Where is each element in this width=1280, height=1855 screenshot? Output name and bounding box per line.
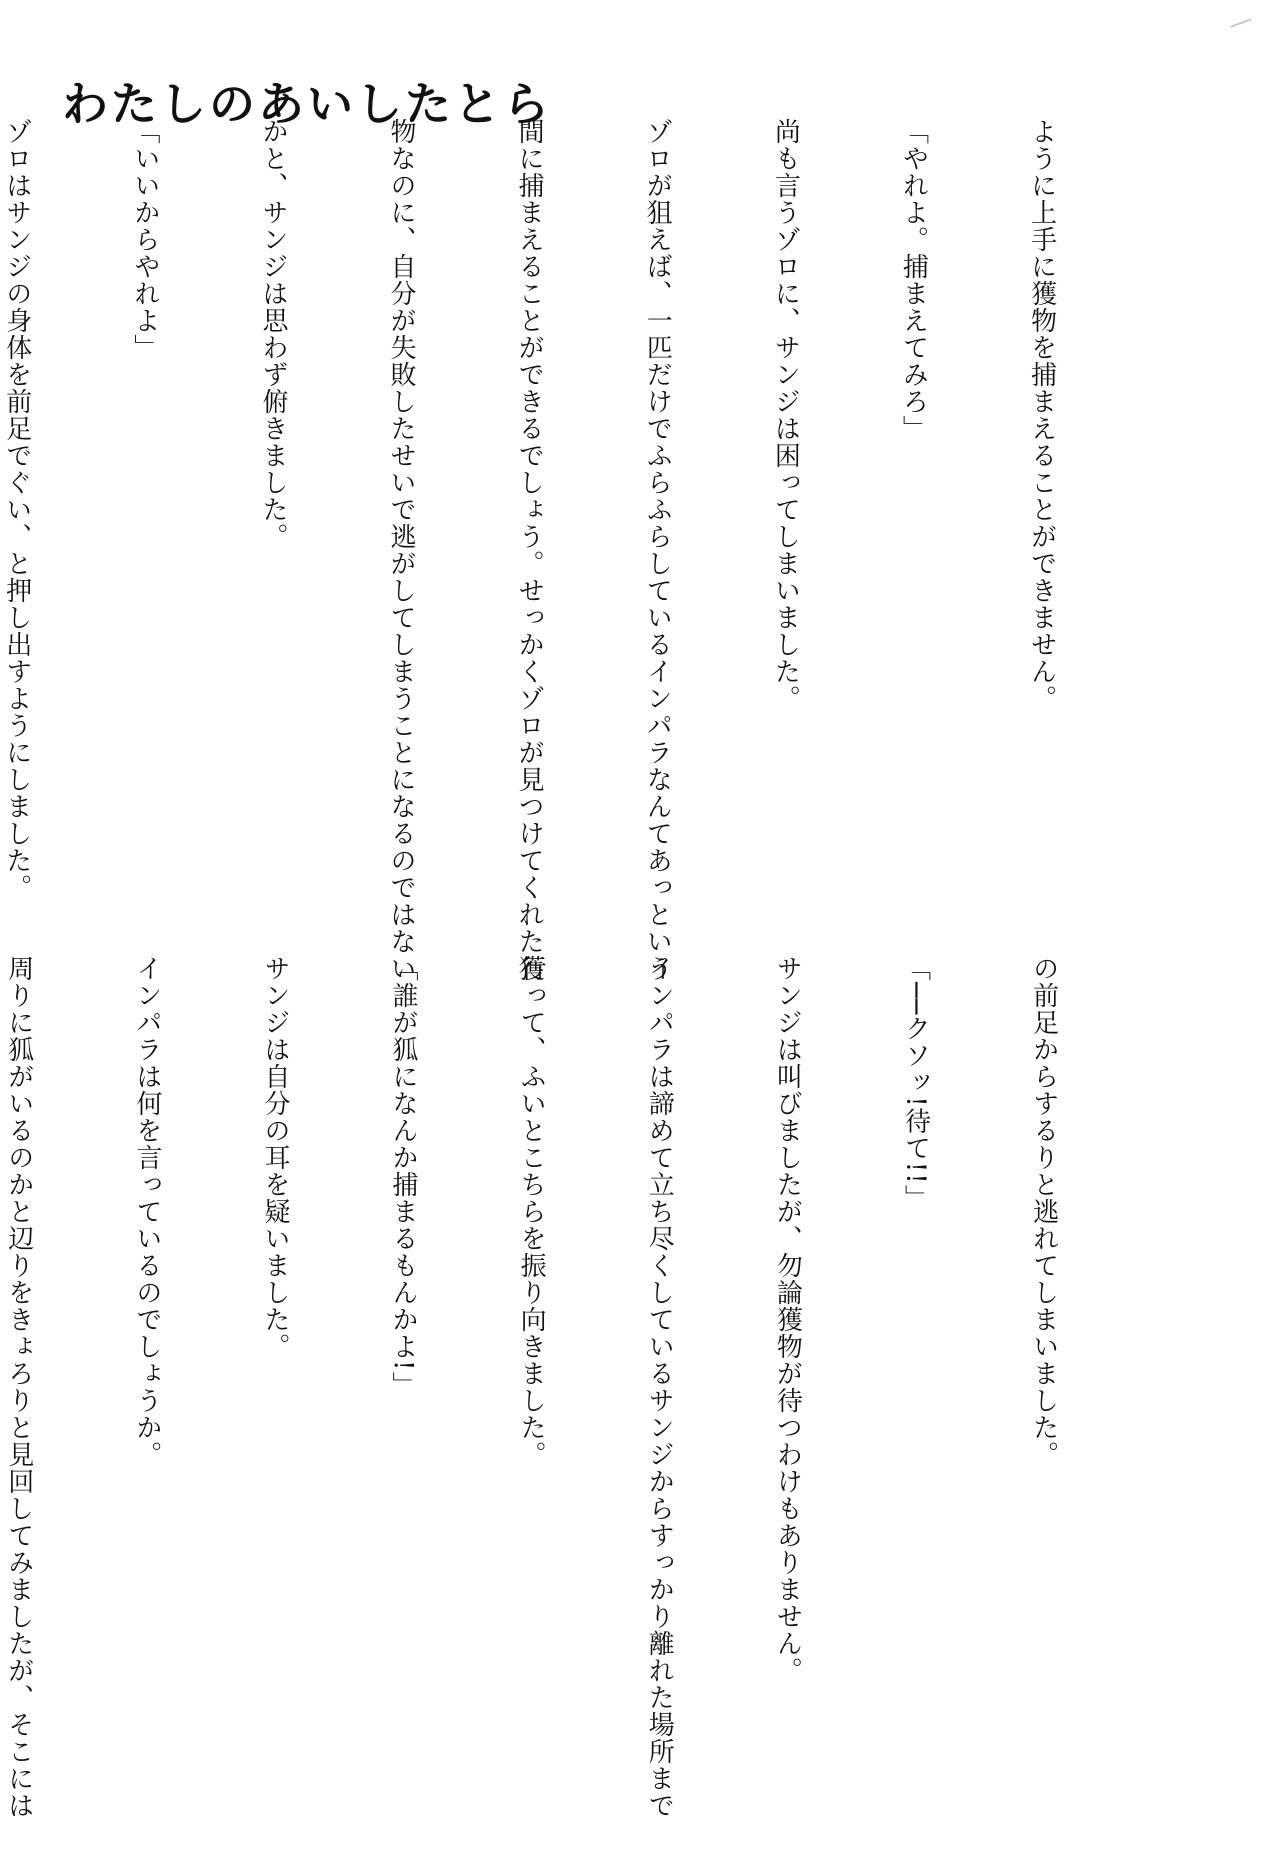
text-line: ゾロが狙えば、一匹だけでふらふらしているインパラなんてあっという bbox=[642, 118, 673, 982]
text-line: ゾロはサンジの身体を前足でぐい、と押し出すようにしました。 bbox=[1, 118, 32, 901]
scan-mark bbox=[1230, 18, 1251, 27]
text-line: 物なのに、自分が失敗したせいで逃がしてしまうことになるのではない bbox=[386, 118, 417, 982]
text-line: サンジは叫びましたが、勿論獲物が待つわけもありません。 bbox=[772, 955, 803, 1684]
text-block-top bbox=[1, 118, 1148, 982]
text-block-bottom bbox=[3, 955, 1150, 1819]
text-line: の前足からするりと逃れてしまいました。 bbox=[1028, 955, 1059, 1468]
text-line: 「いいからやれよ」 bbox=[129, 118, 160, 361]
text-line: インパラは何を言っているのでしょうか。 bbox=[131, 955, 162, 1468]
text-line: 「誰が狐になんか捕まるもんかよ!」 bbox=[388, 955, 419, 1399]
text-line: 間に捕まえることができるでしょう。せっかくゾロが見つけてくれた獲 bbox=[514, 118, 545, 982]
page-title: わたしのあいしたとら bbox=[62, 77, 552, 131]
text-line: 周りに狐がいるのかと辺りをきょろりと見回してみましたが、そこには bbox=[3, 955, 34, 1819]
text-line: 尚も言うゾロに、サンジは困ってしまいました。 bbox=[770, 118, 801, 712]
text-line: 「──クソッ!待て!!」 bbox=[900, 955, 931, 1212]
text-line: 行って、ふいとこちらを振り向きました。 bbox=[516, 955, 547, 1468]
text-line: 「やれよ。捕まえてみろ」 bbox=[898, 118, 929, 442]
text-line: インパラは諦めて立ち尽くしているサンジからすっかり離れた場所まで bbox=[644, 955, 675, 1819]
text-line: かと、サンジは思わず俯きました。 bbox=[257, 118, 288, 550]
text-line: ように上手に獲物を捕まえることができません。 bbox=[1026, 118, 1057, 712]
text-line: サンジは自分の耳を疑いました。 bbox=[259, 955, 290, 1360]
